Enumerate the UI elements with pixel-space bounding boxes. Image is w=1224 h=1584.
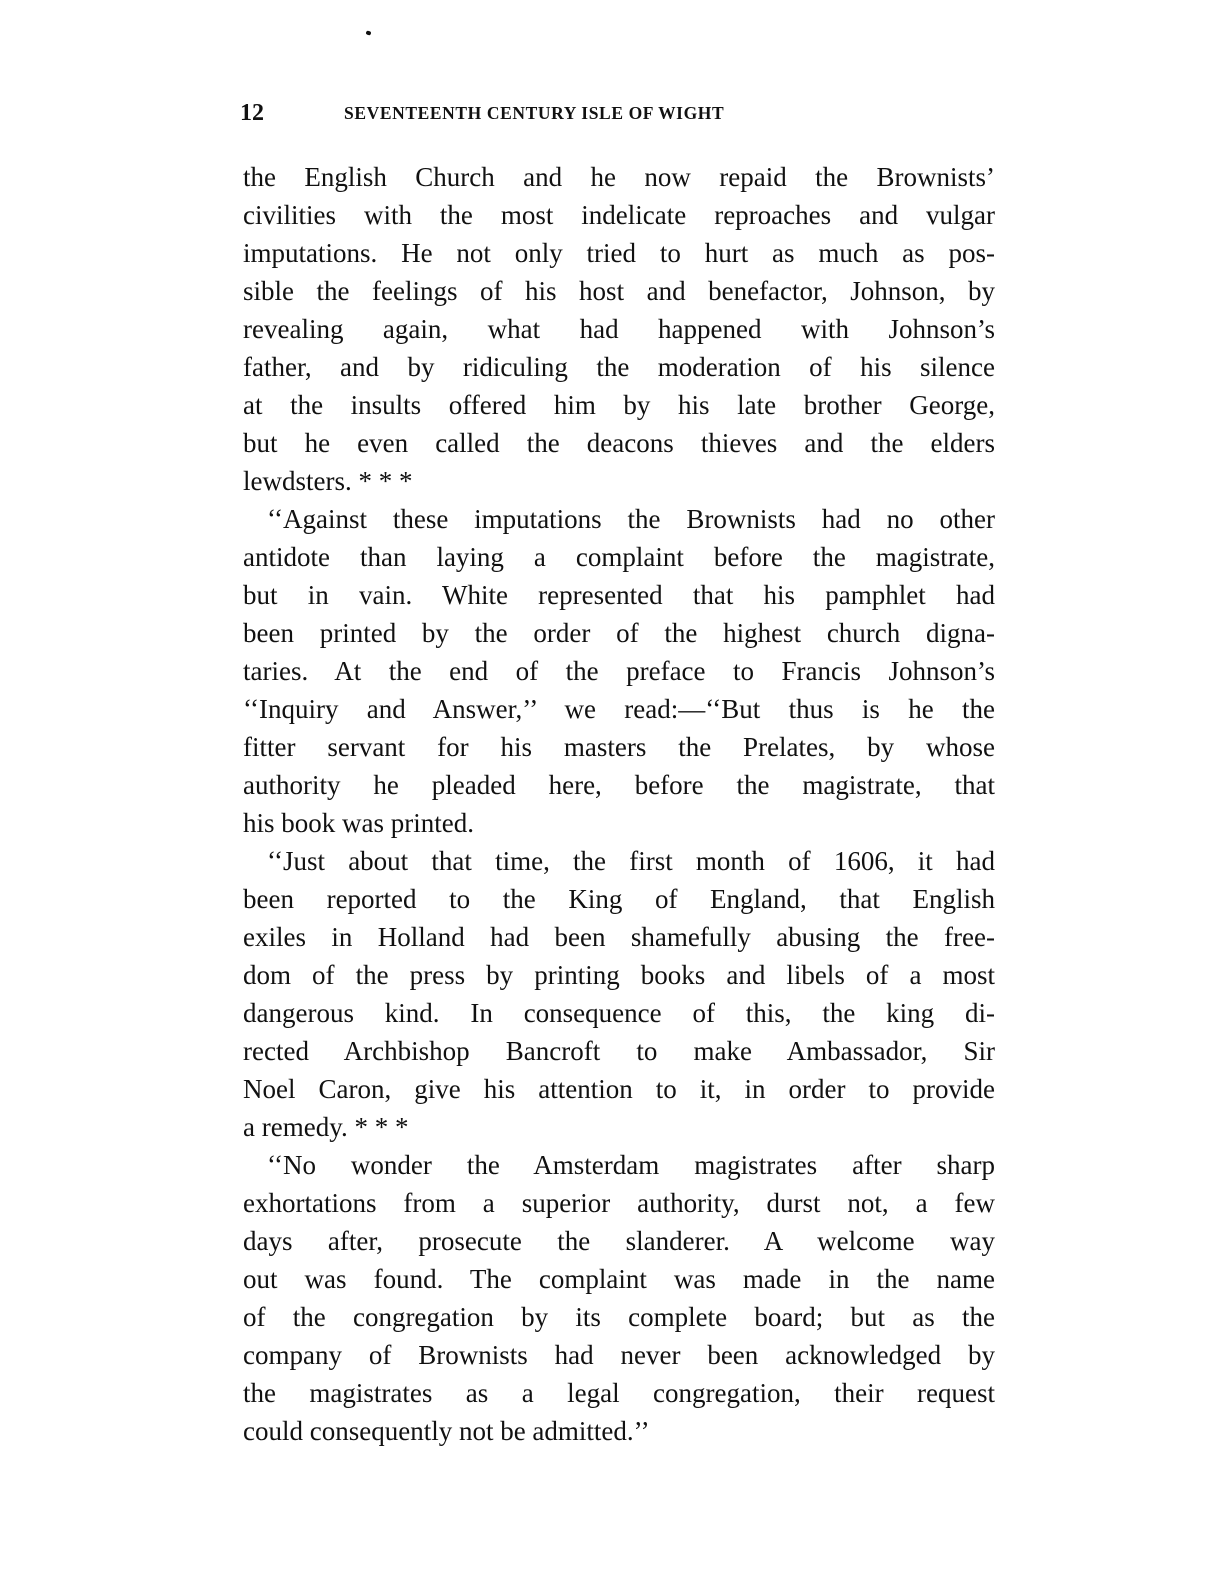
text-line: company of Brownists had never been acknowledged by: [243, 1340, 995, 1370]
text-line: but in vain. White represented that his pamphlet had: [243, 580, 995, 610]
scan-speck: [365, 30, 371, 35]
text-line: ‘‘Inquiry and Answer,’’ we read:—‘‘But thus is he the: [243, 694, 995, 724]
text-line: exhortations from a superior authority, durst not, a few: [243, 1188, 995, 1218]
text-line: civilities with the most indelicate reproaches and vulgar: [243, 200, 995, 230]
text-line: his book was printed.: [243, 808, 474, 838]
text-line: the magistrates as a legal congregation, their request: [243, 1378, 995, 1408]
text-line: dom of the press by printing books and libels of a most: [243, 960, 995, 990]
text-line: fitter servant for his masters the Prelates, by whose: [243, 732, 995, 762]
text-line: but he even called the deacons thieves and the elders: [243, 428, 995, 458]
text-line: days after, prosecute the slanderer. A welcome way: [243, 1226, 995, 1256]
page-number: 12: [240, 100, 264, 126]
text-line: rected Archbishop Bancroft to make Ambassador, Sir: [243, 1036, 995, 1066]
running-head-title: SEVENTEENTH CENTURY ISLE OF WIGHT: [344, 103, 725, 123]
text-line: imputations. He not only tried to hurt as much as pos-: [243, 238, 995, 268]
text-line: could consequently not be admitted.’’: [243, 1416, 650, 1446]
paragraph-start-line: ‘‘Against these imputations the Brownists had no other: [267, 504, 995, 534]
text-line: of the congregation by its complete board; but as the: [243, 1302, 995, 1332]
text-line: a remedy. * * *: [243, 1112, 409, 1142]
text-line: the English Church and he now repaid the Brownists’: [243, 162, 995, 192]
paragraph-start-line: ‘‘No wonder the Amsterdam magistrates after sharp: [267, 1150, 995, 1180]
text-line: antidote than laying a complaint before the magistrate,: [243, 542, 995, 572]
text-line: father, and by ridiculing the moderation of his silence: [243, 352, 995, 382]
text-line: exiles in Holland had been shamefully abusing the free-: [243, 922, 995, 952]
text-line: at the insults offered him by his late brother George,: [243, 390, 995, 420]
text-line: lewdsters. * * *: [243, 466, 413, 496]
text-line: sible the feelings of his host and benefactor, Johnson, by: [243, 276, 995, 306]
text-line: authority he pleaded here, before the magistrate, that: [243, 770, 995, 800]
text-line: taries. At the end of the preface to Francis Johnson’s: [243, 656, 995, 686]
text-line: dangerous kind. In consequence of this, the king di-: [243, 998, 995, 1028]
text-line: been printed by the order of the highest church digna-: [243, 618, 995, 648]
running-head: [240, 98, 880, 128]
text-line: out was found. The complaint was made in the name: [243, 1264, 995, 1294]
text-line: Noel Caron, give his attention to it, in order to provide: [243, 1074, 995, 1104]
text-line: been reported to the King of England, that English: [243, 884, 995, 914]
paragraph-start-line: ‘‘Just about that time, the first month of 1606, it had: [267, 846, 995, 876]
text-line: revealing again, what had happened with Johnson’s: [243, 314, 995, 344]
